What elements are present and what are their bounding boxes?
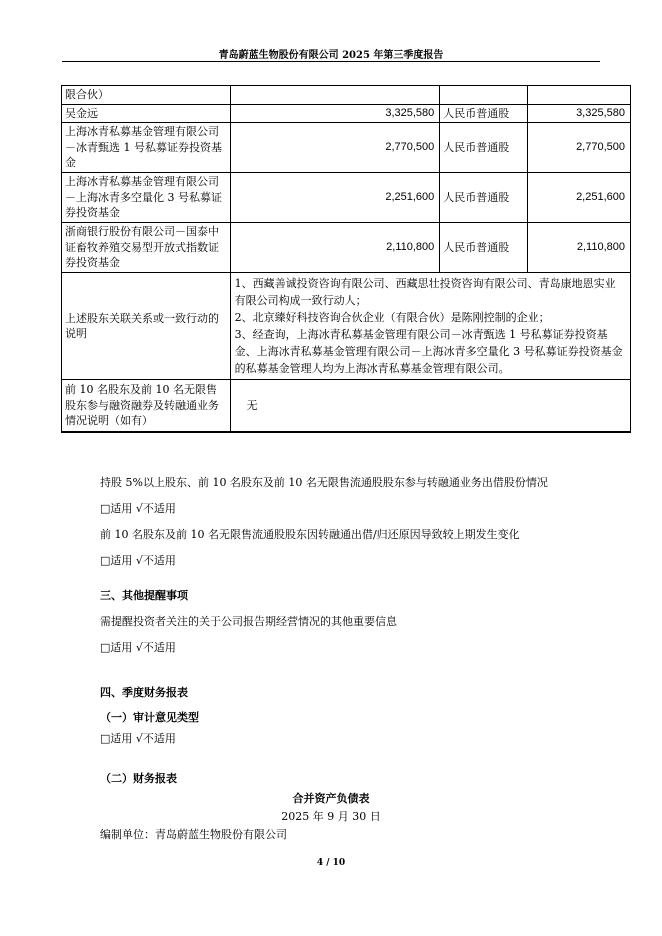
relation-item: 2、北京臻好科技咨询合伙企业（有限合伙）是陈刚控制的企业； [234, 311, 550, 324]
shareholder-shares [230, 86, 440, 105]
shareholder-row [62, 223, 631, 273]
shareholder-shares: 2,110,800 [230, 223, 440, 273]
margin-label: 前 10 名股东及前 10 名无限售股东参与融资融券及转融通业务情况说明（如有） [62, 380, 231, 432]
shareholder-row [62, 173, 631, 223]
margin-text: 无 [230, 380, 630, 432]
lending-checkbox: □适用 √不适用 [100, 502, 176, 515]
relation-text-body [235, 275, 626, 377]
shareholder-name: 上海冰青私募基金管理有限公司－冰青甄选 1 号私募证券投资基金 [62, 123, 231, 173]
shareholder-row [62, 123, 631, 173]
relation-label: 上述股东关联关系或一致行动的说明 [62, 273, 231, 380]
page-header: 青岛蔚蓝生物股份有限公司 2025 年第三季度报告 [218, 50, 444, 61]
balance-sheet-title: 合并资产负债表 [292, 792, 370, 805]
share-count: 2,110,800 [528, 223, 631, 273]
shareholder-name: 上海冰青私募基金管理有限公司－上海冰青多空量化 3 号私募证券投资基金 [62, 173, 231, 223]
shareholder-shares: 2,251,600 [230, 173, 440, 223]
section-4-title: 四、季度财务报表 [100, 686, 188, 699]
relation-row [62, 273, 631, 380]
section-3-checkbox: □适用 √不适用 [100, 641, 176, 654]
balance-sheet-date: 2025 年 9 月 30 日 [281, 810, 381, 823]
section-3-title: 三、其他提醒事项 [100, 589, 188, 602]
section-3-text: 需提醒投资者关注的关于公司报告期经营情况的其他重要信息 [100, 615, 397, 628]
shareholder-shares: 2,770,500 [230, 123, 440, 173]
section-4-2-title: （二）财务报表 [100, 772, 177, 785]
shareholder-name: 浙商银行股份有限公司－国泰中证畜牧养殖交易型开放式指数证券投资基金 [62, 223, 231, 273]
section-4-1-title: （一）审计意见类型 [100, 711, 199, 724]
share-class: 人民币普通股 [440, 173, 528, 223]
shareholder-table [61, 85, 631, 433]
balance-sheet-unit: 编制单位：青岛蔚蓝生物股份有限公司 [100, 828, 287, 841]
share-class [440, 86, 528, 105]
share-count: 3,325,580 [528, 104, 631, 123]
page-number: 4 / 10 [316, 858, 346, 868]
header-divider [62, 61, 600, 62]
change-paragraph: 前 10 名股东及前 10 名无限售流通股股东因转融通出借/归还原因导致较上期发生变化 [100, 528, 520, 541]
share-count: 2,251,600 [528, 173, 631, 223]
shareholder-name: 吴金远 [62, 104, 231, 123]
share-class: 人民币普通股 [440, 104, 528, 123]
shareholder-rows [62, 86, 631, 273]
margin-row [62, 380, 631, 432]
relation-item: 1、西藏善诚投资咨询有限公司、西藏思壮投资咨询有限公司、青岛康地恩实业有限公司构成一致行动人； [234, 277, 616, 307]
share-class: 人民币普通股 [440, 123, 528, 173]
shareholder-row [62, 104, 631, 123]
shareholder-shares: 3,325,580 [230, 104, 440, 123]
lending-paragraph: 持股 5%以上股东、前 10 名股东及前 10 名无限售流通股股东参与转融通业务出借股份情况 [100, 476, 548, 489]
share-class: 人民币普通股 [440, 223, 528, 273]
change-checkbox: □适用 √不适用 [100, 554, 176, 567]
share-count: 2,770,500 [528, 123, 631, 173]
section-4-1-checkbox: □适用 √不适用 [100, 732, 176, 745]
shareholder-name: 限合伙） [62, 86, 231, 105]
relation-text [230, 273, 630, 380]
share-count [528, 86, 631, 105]
relation-item: 3、经查询，上海冰青私募基金管理有限公司－冰青甄选 1 号私募证券投资基金、上海冰青私募基金管理有限公司－上海冰青多空量化 3 号私募证券投资基金的私募基金管理人均为上海冰青私募基金管理有限公司。 [234, 328, 623, 375]
shareholder-row [62, 86, 631, 105]
